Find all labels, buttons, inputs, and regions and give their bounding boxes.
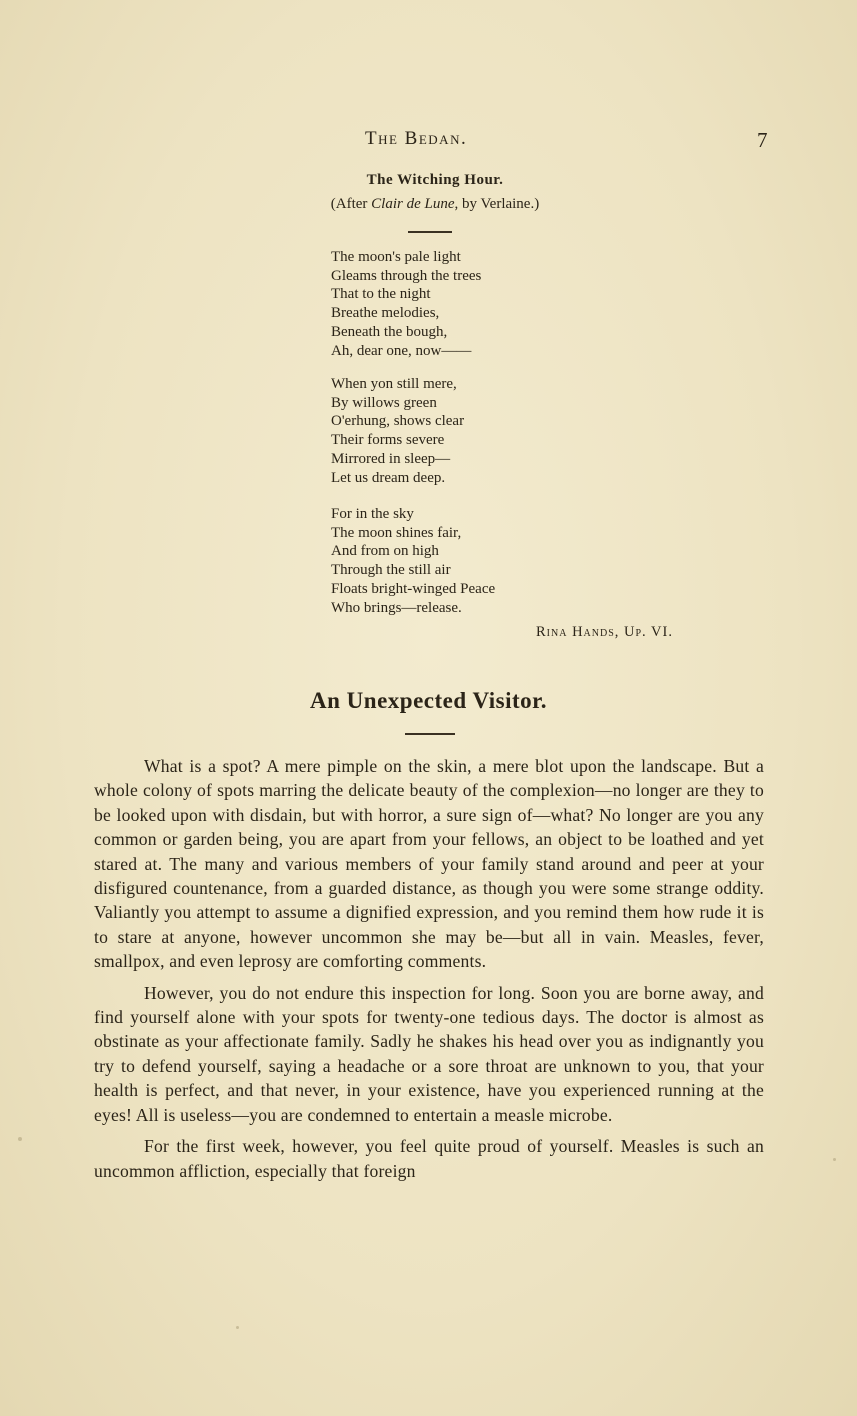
article-paragraph: What is a spot? A mere pimple on the skin, a mere blot upon the landscape. But a whole colony of spots marring the delicate beauty of the complexion—no longer are they to be looked upon with disdain, but with horror, a sure sign of—what? No longer are you any common or garden being, you are apart from your fellows, an object to be loathed and yet stared at. The many and various members of your family stand around and peer at your disfigured countenance, from a guarded distance, as though you were some strange oddity. Valiantly you attempt to assume a dignified expression, and you remind them how rude it is to stare at anyone, however uncommon she may be—but all in vain. Measles, fever, smallpox, and even leprosy are comforting comments.	[94, 756, 764, 972]
article-paragraph: However, you do not endure this inspection for long. Soon you are borne away, and find yourself alone with your spots for twenty-one tedious days. The doctor is almost as obstinate as your affectionate family. Sadly he shakes his head over you as indignantly you try to defend yourself, saying a headache or a sore throat are unknown to you, that your health is perfect, and that never, in your existence, have you experienced running at the eyes! All is useless—you are condemned to entertain a measle microbe.	[94, 982, 764, 1125]
poem-subtitle	[0, 196, 790, 213]
article-body	[94, 754, 764, 1190]
poem-line: That to the night	[331, 286, 431, 303]
poem-line: Beneath the bough,	[331, 323, 448, 340]
poem-stanza-3	[331, 505, 495, 617]
poem-line: By willows green	[331, 394, 437, 411]
poem-byline: Rina Hands, Up. VI.	[536, 624, 673, 640]
poem-stanza-1	[331, 248, 481, 360]
poem-line: The moon's pale light	[331, 249, 461, 265]
page-number: 7	[757, 128, 768, 152]
poem-line: The moon shines fair,	[331, 524, 462, 541]
subtitle-work-title: Clair de Lune	[371, 196, 455, 212]
poem-line: Their forms severe	[331, 432, 445, 449]
poem-line: Through the still air	[331, 562, 451, 579]
poem-line: When yon still mere,	[331, 376, 457, 392]
poem-line: Let us dream deep.	[331, 469, 446, 486]
poem-stanza-2	[331, 375, 464, 487]
poem-line: Mirrored in sleep—	[331, 450, 451, 467]
running-title: The Bedan.	[365, 128, 468, 149]
poem-line: Floats bright-winged Peace	[331, 580, 496, 597]
poem-line: For in the sky	[331, 506, 414, 522]
poem-line: O'erhung, shows clear	[331, 413, 465, 430]
article-title: An Unexpected Visitor.	[310, 688, 547, 713]
subtitle-suffix: , by Verlaine.)	[454, 196, 540, 212]
article-divider	[405, 733, 455, 735]
paper-speck	[236, 1326, 239, 1329]
article-paragraph: For the first week, however, you feel quite proud of yourself. Measles is such an uncommon affliction, especially that foreign	[94, 1136, 764, 1181]
poem-line: Who brings—release.	[331, 599, 462, 616]
poem-line: Ah, dear one, now——	[331, 342, 472, 359]
paper-speck	[833, 1158, 836, 1161]
poem-line: And from on high	[331, 543, 439, 560]
poem-line: Breathe melodies,	[331, 305, 440, 322]
poem-title: The Witching Hour.	[366, 172, 504, 188]
subtitle-prefix: (After	[330, 196, 372, 212]
paper-speck	[18, 1137, 22, 1141]
poem-divider	[408, 231, 452, 233]
poem-line: Gleams through the trees	[331, 267, 482, 284]
